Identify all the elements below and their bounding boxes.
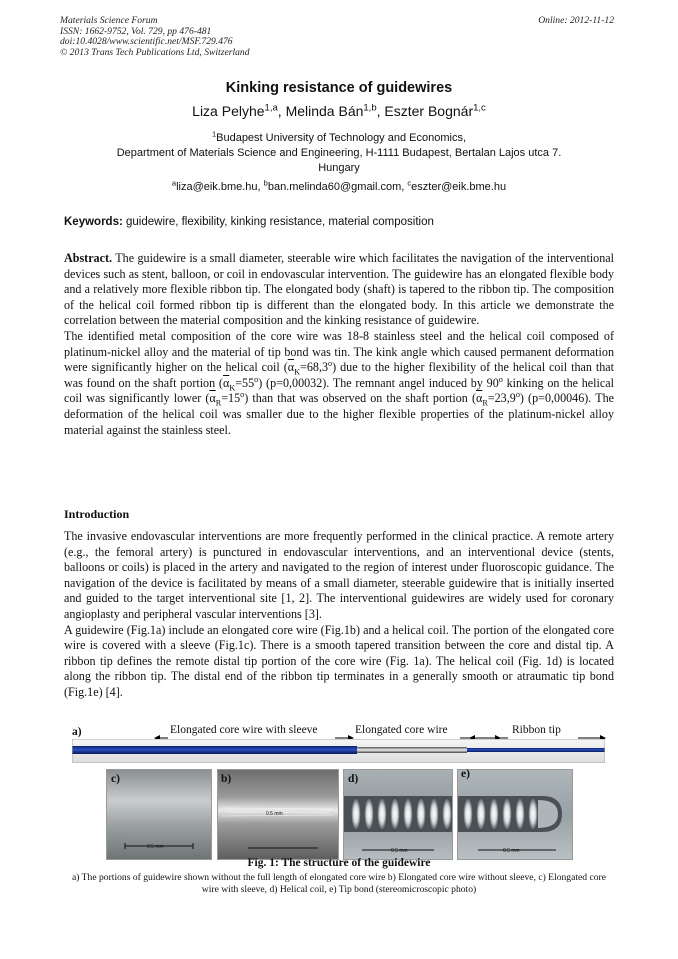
email-address[interactable]: liza@eik.bme.hu — [176, 181, 258, 193]
affil-line-1: Budapest University of Technology and Economics, — [216, 132, 467, 144]
figure-caption-title: Fig. 1: The structure of the guidewire — [247, 857, 431, 869]
subscript-k: K — [294, 367, 301, 377]
author-sup: 1,a — [264, 102, 278, 114]
subscript-k: K — [229, 383, 236, 393]
email-sup: a — [171, 178, 177, 188]
email-sup: b — [263, 178, 268, 188]
copyright-line: © 2013 Trans Tech Publications Ltd, Switzerland — [60, 46, 250, 58]
online-date: Online: 2012-11-12 — [538, 15, 614, 26]
intro-paragraph-1: The invasive endovascular interventions are more frequently performed in the clinical practice. A remote artery (e.g., the femoral artery) is punctured in endovascular interventions, and an interventional device (stents, balloons or coils) is placed in the artery and navigated to the region of interest under fluoroscopic guidance. The navigation of the device is facilitated by means of a small diameter, steerable guidewire that is initially inserted and guided to the target interventional site [1, 2]. The interventional guidewires are widely used for coronary angioplasty and peripheral vascular interventions [3]. — [64, 529, 614, 621]
degree-mark: o — [515, 390, 520, 400]
paper-title: Kinking resistance of guidewires — [225, 80, 453, 96]
degree-mark: o — [240, 390, 245, 400]
keywords-label: Keywords: — [64, 216, 123, 228]
abstract-text: ) (p=0,00046). The deformation of the helical coil was smaller due to the higher flexible properties of the platinum-nickel alloy material against the stainless steel. — [64, 391, 614, 437]
alpha-symbol: $\overline{\alpha}$ — [209, 391, 216, 406]
issn-line: ISSN: 1662-9752, Vol. 729, pp 476-481 — [60, 25, 212, 37]
figure-label-a: a) — [72, 726, 82, 738]
figure-caption: a) The portions of guidewire shown without the full length of elongated core wire b) Elongated core wire without sleeve, c) Elongated core wire with sleeve, d) Helical coil, e) Tip bond (stereomicroscopic photo) — [72, 872, 606, 895]
author-name: Eszter Bognár — [384, 103, 474, 119]
kink-value-shaft: =55 — [235, 375, 255, 390]
guidewire-overview-photo — [72, 739, 605, 763]
photo-helical-coil — [343, 769, 453, 860]
author-sup: 1,b — [363, 102, 377, 114]
abstract-paragraph-1 — [64, 251, 614, 329]
degree-mark: o — [498, 374, 503, 384]
abstract-paragraph-2 — [64, 329, 614, 438]
scale-label-d: 0.5 mm — [391, 848, 408, 854]
journal-name: Materials Science Forum — [60, 15, 158, 26]
email-address[interactable]: ban.melinda60@gmail.com — [267, 181, 402, 193]
abstract-text: ) due to the higher flexibility of the helical coil than that was found on the shaft portion ( — [64, 360, 614, 390]
abstract-text: ) (p=0,00032). The remnant angel induced by 90 — [258, 375, 499, 390]
email-sup: c — [407, 178, 412, 188]
running-header — [60, 16, 250, 58]
author-sup: 1,c — [473, 102, 486, 114]
section-heading-introduction: Introduction — [64, 507, 130, 521]
degree-mark: o — [254, 374, 259, 384]
segment-label-sleeve: Elongated core wire with sleeve — [170, 724, 318, 736]
figure-label-c: c) — [111, 773, 120, 785]
email-list: $^a$liza@eik.bme.hu, $^b$ban.melinda60@gmail.com, $^c$eszter@eik.bme.hu — [171, 178, 507, 193]
affil-line-2: Department of Materials Science and Engineering, H-1111 Budapest, Bertalan Lajos utca 7. — [116, 147, 562, 159]
photo-tip-bond — [457, 769, 573, 860]
scale-label-b: 0.5 mm — [266, 811, 283, 817]
affiliation — [78, 131, 600, 176]
keywords-text: guidewire, flexibility, kinking resistance, material composition — [126, 216, 434, 228]
subscript-r: R — [482, 398, 488, 408]
abstract-text: kinking on the helical coil was significantly lower ( — [64, 375, 614, 406]
segment-label-core: Elongated core wire — [355, 724, 448, 736]
alpha-symbol: $\overline{\alpha}$ — [287, 360, 295, 375]
kink-value-coil: =68,3 — [300, 360, 329, 375]
abstract-label: Abstract. — [64, 251, 113, 265]
scale-label-c: 0.5 mm — [147, 844, 164, 850]
author-name: Melinda Bán — [285, 103, 364, 119]
degree-mark: o — [328, 359, 333, 369]
intro-paragraph-2: A guidewire (Fig.1a) include an elongated core wire (Fig.1b) and a helical coil. The portion of the elongated core wire is covered with a sleeve (Fig.1c). There is a smooth tapered transition between the core and distal tip. A ribbon tip defines the remote distal tip portion of the core wire (Fig. 1a). The helical coil (Fig. 1d) is located along the ribbon tip. The distal end of the ribbon tip terminates in a generally smooth or atraumatic tip bond (Fig.1e) [4]. — [64, 622, 614, 699]
remnant-value-shaft: =23,9 — [487, 391, 516, 406]
subscript-r: R — [215, 398, 222, 408]
abstract-text: The identified metal composition of the core wire was 18-8 stainless steel and the helical coil composed of platinum-nickel alloy and the material of tip bond was tin. The kink angle which caused permanent deformation were significantly higher on the helical coil ( — [64, 328, 614, 375]
remnant-value-coil: =15 — [221, 391, 241, 406]
affil-sup: 1 — [211, 129, 217, 139]
abstract-text: The guidewire is a small diameter, steerable wire which facilitates the navigation of the interventional devices such as stent, balloon, or coil in endovascular intervention. The guidewire has an elongated flexible body and a relatively more flexible ribbon tip. The elongated body (shaft) is tapered to the ribbon tip. The composition of the helical coil formed ribbon tip is different than the elongated body. In this article we demonstrate the correlation between the material composition and the kinking resistance of guidewire. — [64, 251, 614, 328]
segment-label-ribbon: Ribbon tip — [512, 724, 561, 736]
affil-line-3: Hungary — [318, 162, 360, 174]
alpha-symbol: $\overline{\alpha}$ — [222, 375, 230, 390]
figure-label-e: e) — [461, 768, 470, 780]
author-name: Liza Pelyhe — [192, 103, 265, 119]
doi-line: doi:10.4028/www.scientific.net/MSF.729.476 — [60, 36, 233, 48]
abstract-text: ) than that was observed on the shaft portion ( — [244, 391, 476, 406]
abstract — [64, 251, 614, 438]
scale-label-e: 0.5 mm — [503, 848, 520, 854]
figure-label-d: d) — [348, 773, 359, 785]
figure-label-b: b) — [221, 773, 232, 785]
keywords — [64, 216, 434, 228]
author-list: Liza Pelyhe$^{1,a}$, Melinda Bán$^{1,b}$, Eszter Bognár$^{1,c}$ — [192, 102, 486, 119]
introduction-body — [64, 529, 614, 701]
email-address[interactable]: eszter@eik.bme.hu — [411, 181, 507, 193]
alpha-symbol: $\overline{\alpha}$ — [475, 391, 483, 406]
